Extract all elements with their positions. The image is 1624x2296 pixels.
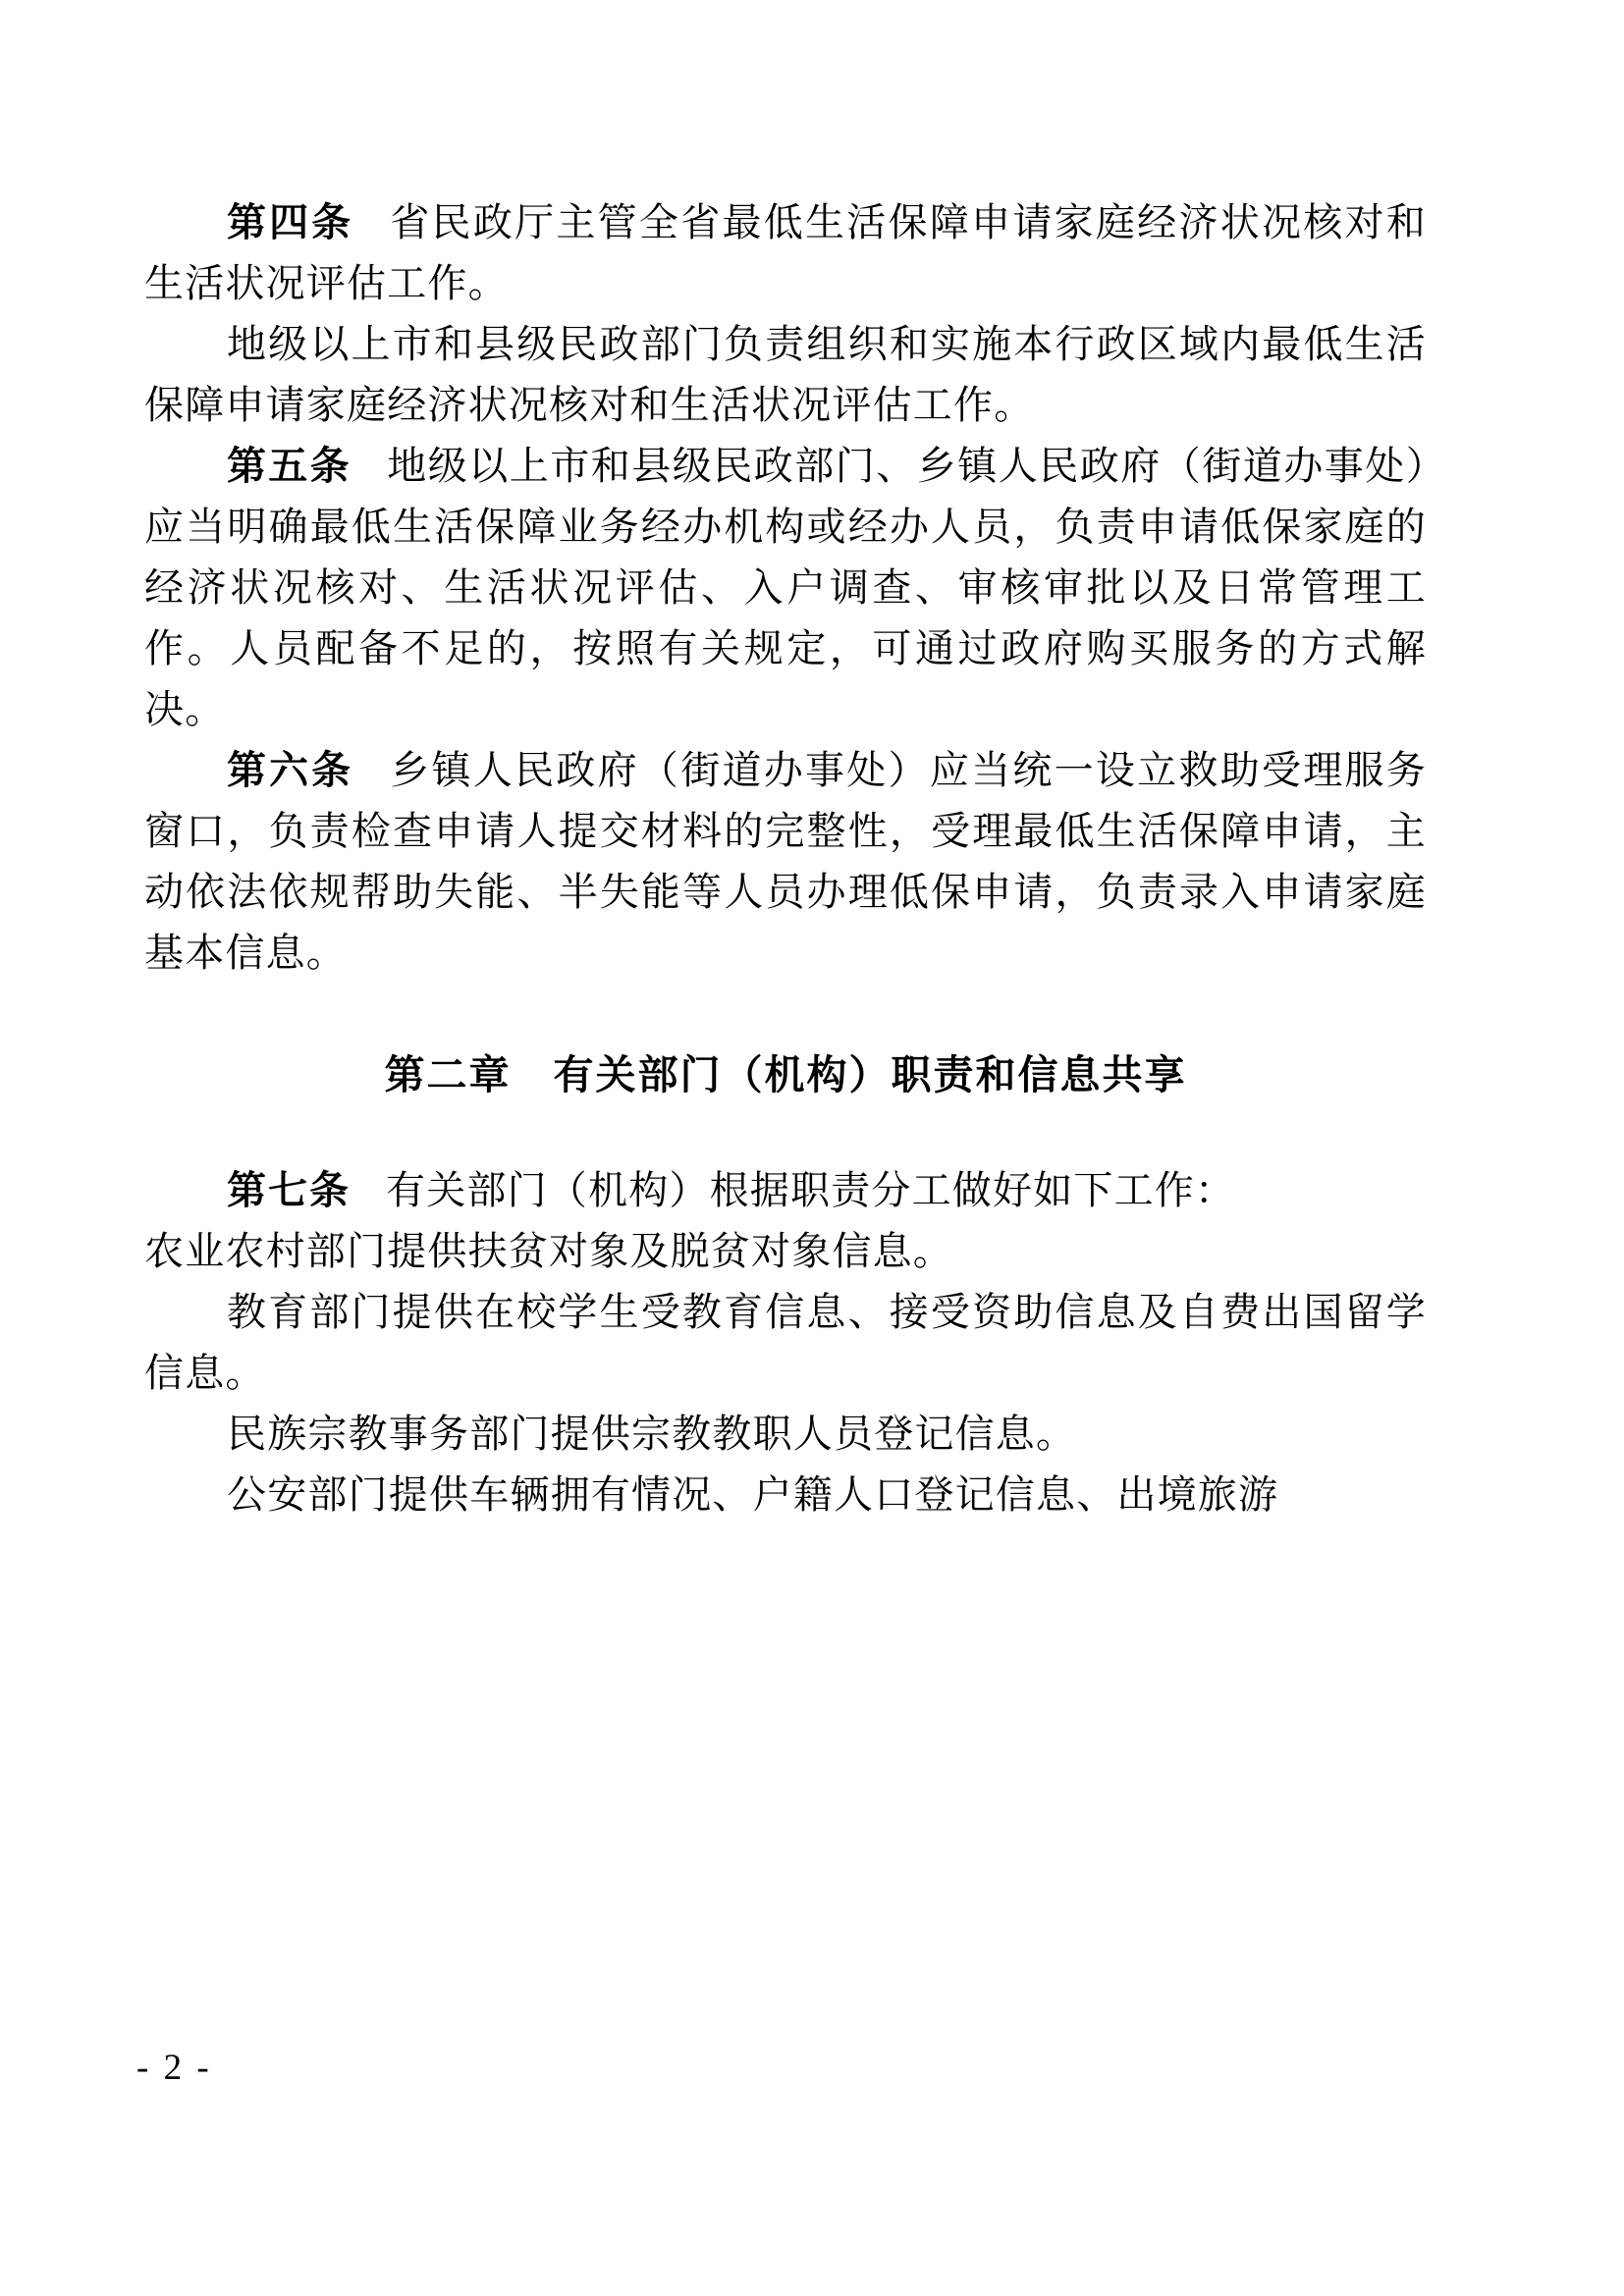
chapter-2-heading: 第二章 有关部门（机构）职责和信息共享 (384, 1052, 1187, 1097)
municipal-duties-paragraph (144, 314, 1427, 436)
heading-space-below (144, 1105, 1427, 1160)
article-6-paragraph (144, 740, 1427, 984)
article-7-marker: 第七条 (227, 1168, 351, 1212)
article-4-text: 省民政厅主管全省最低生活保障申请家庭经济状况核对和生活状况评估工作。 (144, 200, 1428, 305)
article-5-paragraph (144, 436, 1427, 740)
article-5-marker: 第五条 (227, 444, 352, 488)
municipal-duties-text: 地级以上市和县级民政部门负责组织和实施本行政区域内最低生活保障申请家庭经济状况核对和生活状况评估工作。 (144, 322, 1427, 427)
dept-public-security-paragraph: 公安部门提供车辆拥有情况、户籍人口登记信息、出境旅游 (227, 1472, 1279, 1517)
dept-education-paragraph: 教育部门提供在校学生受教育信息、接受资助信息及自费出国留学信息。 (144, 1290, 1427, 1395)
article-7-text: 有关部门（机构）根据职责分工做好如下工作： (386, 1168, 1236, 1212)
dept-ethnic-religious-paragraph: 民族宗教事务部门提供宗教教职人员登记信息。 (227, 1412, 1077, 1456)
article-5-text: 地级以上市和县级民政部门、乡镇人民政府（街道办事处）应当明确最低生活保障业务经办机构或经办人员，负责申请低保家庭的经济状况核对、生活状况评估、入户调查、审核审批以及日常管理工作。人员配备不足的，按照有关规定，可通过政府购买服务的方式解决。 (144, 444, 1428, 731)
dept-agriculture-paragraph: 农业农村部门提供扶贫对象及脱贫对象信息。 (144, 1229, 953, 1273)
article-4-paragraph (144, 192, 1427, 314)
article-7-paragraph (144, 1160, 1427, 1221)
article-6-text: 乡镇人民政府（街道办事处）应当统一设立救助受理服务窗口，负责检查申请人提交材料的完整性，受理最低生活保障申请，主动依法依规帮助失能、半失能等人员办理低保申请，负责录入申请家庭基本信息。 (144, 748, 1428, 975)
page-number: - 2 - (136, 2048, 212, 2088)
article-4-marker: 第四条 (227, 200, 354, 244)
heading-space-above (144, 984, 1427, 1044)
document-text-block (144, 192, 1427, 1525)
article-6-marker: 第六条 (227, 748, 354, 792)
